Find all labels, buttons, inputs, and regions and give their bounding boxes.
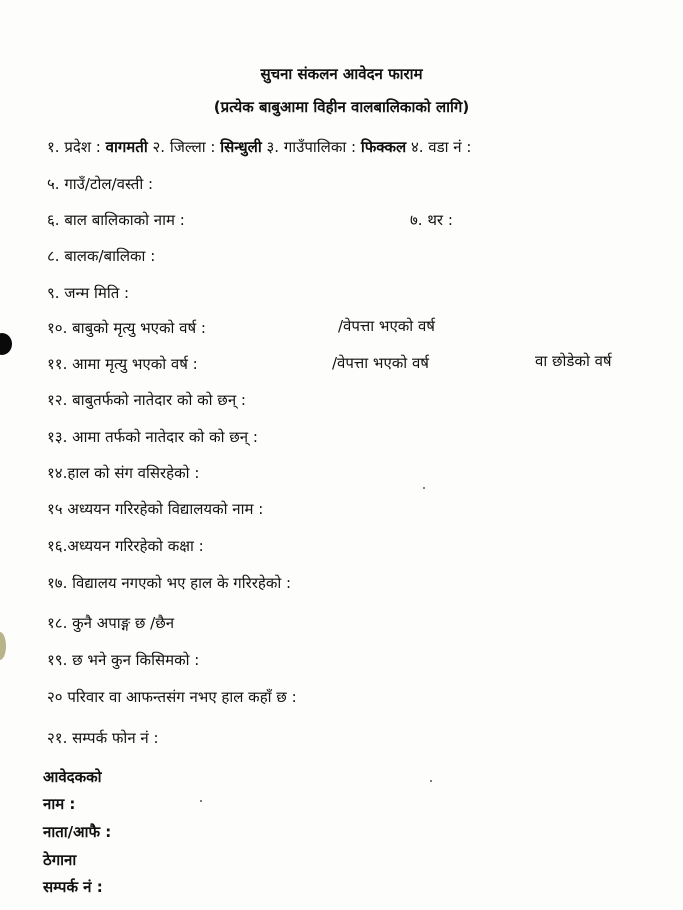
field-school-name: १५ अध्ययन गरिरहेको विद्यालयको नाम :: [47, 500, 264, 518]
ward-label: ४. वडा नं :: [406, 138, 472, 156]
municipality-label: ३. गाउँपालिका :: [261, 138, 361, 156]
field-mother-death-year: ११. आमा मृत्यु भएको वर्ष :: [47, 355, 198, 373]
edge-stain-mark: [0, 632, 6, 660]
address-line: [47, 137, 471, 157]
field-child-name: ६. बाल बालिकाको नाम :: [47, 211, 185, 229]
applicant-address: ठेगाना: [43, 851, 77, 869]
field-phone: २१. सम्पर्क फोन नं :: [47, 729, 159, 747]
field-surname: ७. थर :: [410, 211, 453, 229]
form-subtitle: (प्रत्येक बाबुआमा विहीन वालबालिकाको लागि): [213, 98, 470, 116]
punch-hole-mark: [0, 333, 12, 355]
applicant-contact: सम्पर्क नं :: [43, 878, 103, 896]
speck: [430, 780, 432, 782]
field-village: ५. गाउँ/टोल/वस्ती :: [47, 175, 154, 193]
speck: [200, 800, 202, 802]
field-father-death-year: १०. बाबुको मृत्यु भएको वर्ष :: [47, 319, 206, 337]
district-label: २. जिल्ला :: [147, 138, 221, 156]
form-title: सुचना संकलन आवेदन फाराम: [260, 65, 423, 83]
field-gender: ८. बालक/बालिका :: [47, 247, 156, 265]
field-father-missing-year: /वेपत्ता भएको वर्ष: [338, 317, 435, 335]
field-current-guardian: १४.हाल को संग वसिरहेको :: [47, 464, 200, 482]
municipality-value: फिक्कल: [360, 138, 407, 156]
district-value: सिन्धुली: [220, 138, 262, 156]
field-mother-missing-year: /वेपत्ता भएको वर्ष: [332, 354, 429, 372]
field-birth-date: ९. जन्म मिति :: [47, 284, 130, 302]
applicant-relation: नाता/आफै :: [43, 823, 112, 841]
province-value: वागमती: [105, 138, 148, 156]
field-disability-type: १९. छ भने कुन किसिमको :: [47, 651, 200, 669]
field-maternal-relatives: १३. आमा तर्फको नातेदार को को छन् :: [47, 428, 258, 446]
field-mother-left-year: वा छोडेको वर्ष: [535, 352, 612, 370]
applicant-name: नाम :: [43, 795, 76, 813]
field-current-residence: २० परिवार वा आफन्तसंग नभए हाल कहाँ छ :: [47, 688, 297, 706]
applicant-heading: आवेदकको: [43, 768, 102, 786]
speck: [423, 487, 425, 489]
field-paternal-relatives: १२. बाबुतर्फको नातेदार को को छन् :: [47, 391, 246, 409]
field-grade: १६.अध्ययन गरिरहेको कक्षा :: [47, 537, 204, 555]
province-label: १. प्रदेश :: [47, 138, 106, 156]
field-current-activity: १७. विद्यालय नगएको भए हाल के गरिरहेको :: [47, 574, 292, 592]
field-disability: १८. कुनै अपाङ्ग छ /छैन: [47, 614, 175, 632]
